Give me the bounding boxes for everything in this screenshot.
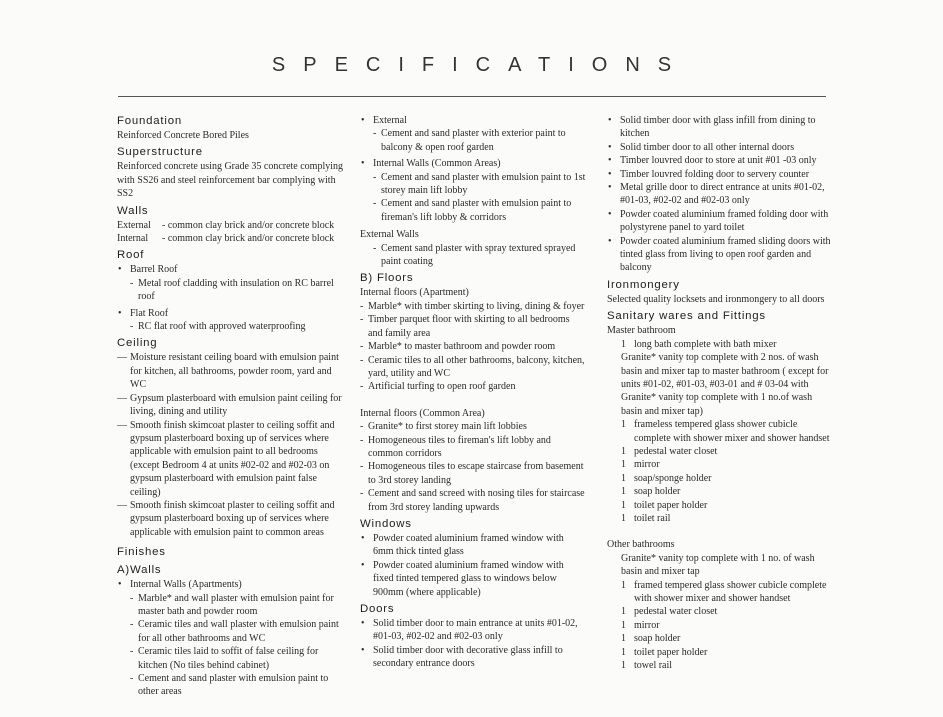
master-bathroom-item: 1 pedestal water closet bbox=[621, 445, 718, 457]
floors-apartment-label: Internal floors (Apartment) bbox=[360, 287, 469, 299]
ceiling-item: — Gypsum plasterboard with emulsion paint ceiling for living, dining and utility bbox=[117, 392, 345, 419]
column-3 bbox=[607, 114, 831, 672]
floors-common-item: - Granite* to first storey main lift lobbies bbox=[360, 420, 586, 433]
ironmongery-heading: Ironmongery bbox=[607, 278, 680, 291]
title-divider bbox=[118, 96, 826, 97]
walls-heading: Walls bbox=[117, 204, 149, 217]
master-bathroom-item: 1 soap/sponge holder bbox=[621, 472, 712, 484]
other-bathroom-item: 1 toilet paper holder bbox=[621, 646, 708, 658]
other-granite-text: Granite* vanity top complete with 1 no. of wash basin and mixer tap bbox=[621, 552, 815, 578]
doors-item: • Timber louvred door to store at unit #01 -03 only bbox=[607, 154, 831, 167]
internal-walls-item: - Ceramic tiles laid to soffit of false ceiling for kitchen (No tiles behind cabinet) bbox=[117, 645, 345, 672]
doors-item: • Solid timber door to main entrance at units #01-02, #01-03, #02-02 and #02-03 only bbox=[360, 617, 586, 644]
floors-common-item: - Homogeneous tiles to escape staircase from basement to 3rd storey landing bbox=[360, 460, 586, 487]
finishes-walls-heading: A)Walls bbox=[117, 564, 162, 577]
master-bathroom-item: 1 mirror bbox=[621, 459, 660, 471]
walls-internal-text: - common clay brick and/or concrete block bbox=[162, 233, 335, 245]
internal-walls-item: - Ceramic tiles and wall plaster with emulsion paint for all other bathrooms and WC bbox=[117, 618, 345, 645]
internal-walls-item: - Cement and sand plaster with emulsion paint to other areas bbox=[117, 672, 345, 699]
roof-barrel: • Barrel Roof bbox=[117, 263, 345, 276]
other-bathroom-item: 1 framed tempered glass shower cubicle complete with shower mixer and shower handset bbox=[621, 579, 827, 604]
finishes-heading: Finishes bbox=[117, 546, 166, 559]
windows-item: • Powder coated aluminium framed window with 6mm thick tinted glass bbox=[360, 532, 586, 559]
roof-barrel-detail: - Metal roof cladding with insulation on RC barrel roof bbox=[117, 277, 345, 304]
foundation-text: Reinforced Concrete Bored Piles bbox=[117, 130, 249, 141]
doors-item: • Timber louvred folding door to servery counter bbox=[607, 168, 831, 181]
doors-item: • Solid timber door with glass infill from dining to kitchen bbox=[607, 114, 831, 141]
external-walls-label: External Walls bbox=[360, 229, 419, 241]
other-bathrooms-label: Other bathrooms bbox=[607, 539, 675, 551]
windows-item: • Powder coated aluminium framed window with fixed tinted tempered glass to windows below 900mm (where applicable) bbox=[360, 559, 586, 599]
master-bathroom-item: 1 long bath complete with bath mixer bbox=[621, 338, 777, 350]
superstructure-heading: Superstructure bbox=[117, 146, 203, 159]
walls-external-label: External bbox=[117, 219, 151, 231]
doors-heading: Doors bbox=[360, 603, 395, 615]
walls-external-text: - common clay brick and/or concrete block bbox=[162, 219, 335, 231]
master-bathroom-item: 1 toilet paper holder bbox=[621, 499, 708, 511]
foundation-heading: Foundation bbox=[117, 115, 182, 127]
other-bathroom-item: 1 soap holder bbox=[621, 633, 681, 645]
floors-apartment-item: - Ceramic tiles to all other bathrooms, balcony, kitchen, yard, utility and WC bbox=[360, 354, 586, 381]
column-1 bbox=[117, 114, 345, 699]
internal-common-item: - Cement and sand plaster with emulsion paint to 1st storey main lift lobby bbox=[360, 171, 586, 198]
ceiling-item: — Smooth finish skimcoat plaster to ceiling soffit and gypsum plasterboard boxing up of services where applicable with emulsion paint to all bedrooms (except Bedroom 4 at units #02-02 and #02-03 on gypsum plasterboard with emulsion paint false ceiling) bbox=[117, 419, 345, 499]
master-bathroom-item: 1 soap holder bbox=[621, 486, 681, 498]
ceiling-item: — Moisture resistant ceiling board with emulsion paint for kitchen, all bathrooms, powder room, yard and WC bbox=[117, 351, 345, 391]
floors-heading: B) Floors bbox=[360, 272, 414, 285]
roof-flat: • Flat Roof bbox=[117, 307, 345, 320]
column-2 bbox=[360, 114, 586, 671]
doors-item: • Powder coated aluminium framed sliding doors with tinted glass from living to open roof garden and balcony bbox=[607, 235, 831, 275]
master-granite-text: Granite* vanity top complete with 2 nos. of wash basin and mixer tap to master bathroom ( except for units #01-02, #01-03, #03-01 and # 03-04 with Granite* vanity top complete with 1 no.of wash basin and mixer tap) bbox=[621, 352, 829, 417]
internal-common-label: • Internal Walls (Common Areas) bbox=[360, 157, 586, 170]
doors-item: • Solid timber door to all other internal doors bbox=[607, 141, 831, 154]
walls-internal-label: Internal bbox=[117, 233, 149, 245]
internal-walls-item: - Marble* and wall plaster with emulsion paint for master bath and powder room bbox=[117, 592, 345, 619]
external-label: • External bbox=[360, 114, 586, 127]
other-bathroom-item: 1 towel rail bbox=[621, 660, 673, 672]
floors-common-label: Internal floors (Common Area) bbox=[360, 407, 485, 419]
floors-apartment-item: - Marble* with timber skirting to living, dining & foyer bbox=[360, 300, 586, 313]
superstructure-text: Reinforced concrete using Grade 35 concrete complying with SS26 and steel reinforcement bar complying with SS2 bbox=[117, 161, 344, 200]
roof-flat-detail: - RC flat roof with approved waterproofing bbox=[117, 320, 345, 333]
ceiling-item: — Smooth finish skimcoat plaster to ceiling soffit and gypsum plasterboard boxing up of services where applicable with emulsion paint to common areas bbox=[117, 499, 345, 539]
master-bathroom-item: 1 toilet rail bbox=[621, 512, 671, 524]
floors-common-item: - Cement and sand screed with nosing tiles for staircase from 3rd storey landing upwards bbox=[360, 487, 586, 514]
ironmongery-text: Selected quality locksets and ironmongery to all doors bbox=[607, 293, 825, 305]
floors-apartment-item: - Artificial turfing to open roof garden bbox=[360, 380, 586, 393]
page-title: SPECIFICATIONS bbox=[271, 54, 690, 76]
walls-internal-row bbox=[117, 232, 345, 245]
internal-common-item: - Cement and sand plaster with emulsion paint to fireman's lift lobby & corridors bbox=[360, 197, 586, 224]
windows-heading: Windows bbox=[360, 517, 412, 530]
roof-heading: Roof bbox=[117, 249, 145, 262]
floors-apartment-item: - Marble* to master bathroom and powder room bbox=[360, 340, 586, 353]
doors-item: • Powder coated aluminium framed folding door with polystyrene panel to yard toilet bbox=[607, 208, 831, 235]
other-bathroom-item: 1 mirror bbox=[621, 619, 660, 631]
floors-apartment-item: - Timber parquet floor with skirting to all bedrooms and family area bbox=[360, 313, 586, 340]
sanitary-heading: Sanitary wares and Fittings bbox=[607, 310, 766, 323]
doors-item: • Metal grille door to direct entrance at units #01-02, #01-03, #02-02 and #02-03 only bbox=[607, 181, 831, 208]
other-bathroom-item: 1 pedestal water closet bbox=[621, 606, 718, 618]
internal-walls-apartments-label: • Internal Walls (Apartments) bbox=[117, 578, 345, 591]
master-bathroom-item: 1 frameless tempered glass shower cubicle complete with shower mixer and shower handset bbox=[621, 419, 830, 444]
walls-external-row bbox=[117, 219, 345, 232]
master-bathroom-label: Master bathroom bbox=[607, 325, 676, 337]
doors-item: • Solid timber door with decorative glass infill to secondary entrance doors bbox=[360, 644, 586, 671]
external-walls-item: - Cement sand plaster with spray textured sprayed paint coating bbox=[360, 242, 586, 269]
ceiling-heading: Ceiling bbox=[117, 337, 158, 350]
floors-common-item: - Homogeneous tiles to fireman's lift lobby and common corridors bbox=[360, 434, 586, 461]
external-item: - Cement and sand plaster with exterior paint to balcony & open roof garden bbox=[360, 127, 586, 154]
